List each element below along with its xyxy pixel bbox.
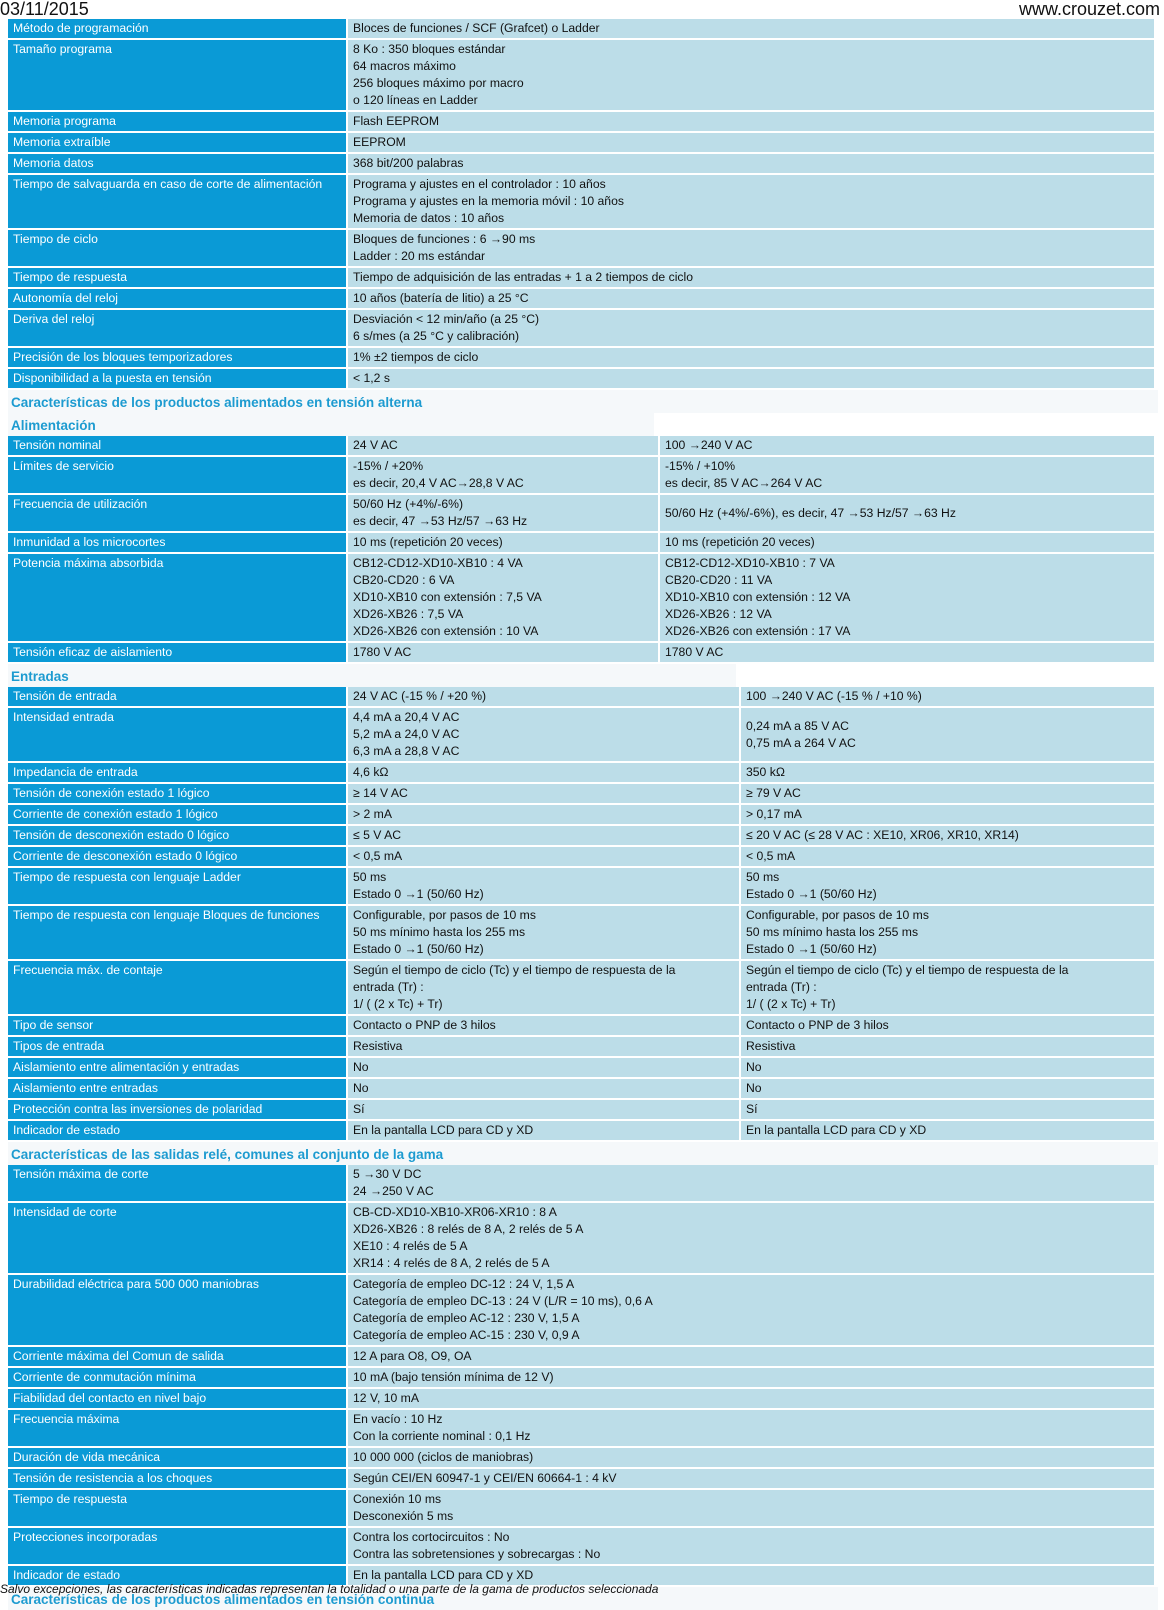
spec-value: 10 ms (repetición 20 veces)	[660, 533, 1154, 552]
spec-label: Tensión eficaz de aislamiento	[8, 643, 346, 662]
subsection-title-alimentacion: Alimentación	[8, 413, 654, 436]
spec-value: 50 ms Estado 0 →1 (50/60 Hz)	[348, 868, 739, 904]
spec-value: < 1,2 s	[348, 369, 1154, 388]
spec-row	[8, 554, 1154, 641]
spec-row	[8, 805, 1154, 824]
entradas-spec-table	[6, 685, 1156, 1142]
spec-value: Categoría de empleo DC-12 : 24 V, 1,5 A Categoría de empleo DC-13 : 24 V (L/R = 10 ms), 0,6 A Categoría de empleo AC-12 : 230 V, 1,5 A Categoría de empleo AC-15 : 230 V, 0,9 A	[348, 1275, 1154, 1345]
spec-row	[8, 1079, 1154, 1098]
spec-row	[8, 1469, 1154, 1488]
spec-label: Memoria extraíble	[8, 133, 346, 152]
spec-value: En la pantalla LCD para CD y XD	[348, 1566, 1154, 1585]
spec-value: < 0,5 mA	[348, 847, 739, 866]
spec-row	[8, 112, 1154, 131]
spec-value: 24 V AC (-15 % / +20 %)	[348, 687, 739, 706]
spec-label: Intensidad entrada	[8, 708, 346, 761]
spec-value: En la pantalla LCD para CD y XD	[348, 1121, 739, 1140]
spec-value: No	[348, 1058, 739, 1077]
spec-label: Tiempo de respuesta	[8, 1490, 346, 1526]
spec-label: Frecuencia de utilización	[8, 495, 346, 531]
spec-label: Tiempo de salvaguarda en caso de corte de alimentación	[8, 175, 346, 228]
spec-value: Según CEI/EN 60947-1 y CEI/EN 60664-1 : 4 kV	[348, 1469, 1154, 1488]
spec-value: 50 ms Estado 0 →1 (50/60 Hz)	[741, 868, 1154, 904]
spec-value: 0,24 mA a 85 V AC 0,75 mA a 264 V AC	[741, 708, 1154, 761]
spec-value: Programa y ajustes en el controlador : 10 años Programa y ajustes en la memoria móvil : 10 años Memoria de datos : 10 años	[348, 175, 1154, 228]
spec-row	[8, 533, 1154, 552]
spec-label: Intensidad de corte	[8, 1203, 346, 1273]
spec-value: Flash EEPROM	[348, 112, 1154, 131]
spec-label: Método de programación	[8, 19, 346, 38]
spec-row	[8, 708, 1154, 761]
spec-value: Bloques de funciones : 6 →90 ms Ladder : 20 ms estándar	[348, 230, 1154, 266]
spec-label: Inmunidad a los microcortes	[8, 533, 346, 552]
spec-row	[8, 495, 1154, 531]
spec-value: Según el tiempo de ciclo (Tc) y el tiempo de respuesta de la entrada (Tr) : 1/ ( (2 x Tc) + Tr)	[741, 961, 1154, 1014]
spec-row	[8, 643, 1154, 662]
section-title-ac: Características de los productos alimentados en tensión alterna	[8, 390, 1158, 413]
spec-value: EEPROM	[348, 133, 1154, 152]
spec-value: 350 kΩ	[741, 763, 1154, 782]
spec-value: Contra los cortocircuitos : No Contra las sobretensiones y sobrecargas : No	[348, 1528, 1154, 1564]
spec-value: > 0,17 mA	[741, 805, 1154, 824]
spec-row	[8, 369, 1154, 388]
spec-value: Contacto o PNP de 3 hilos	[348, 1016, 739, 1035]
spec-row	[8, 230, 1154, 266]
subsection-title-entradas: Entradas	[8, 664, 736, 687]
spec-row	[8, 1410, 1154, 1446]
spec-value: CB-CD-XD10-XB10-XR06-XR10 : 8 A XD26-XB26 : 8 relés de 8 A, 2 relés de 5 A XE10 : 4 relés de 5 A XR14 : 4 relés de 8 A, 2 relés de 5 A	[348, 1203, 1154, 1273]
spec-row	[8, 961, 1154, 1014]
spec-value: En la pantalla LCD para CD y XD	[741, 1121, 1154, 1140]
spec-value: Configurable, por pasos de 10 ms 50 ms mínimo hasta los 255 ms Estado 0 →1 (50/60 Hz)	[348, 906, 739, 959]
spec-label: Tiempo de ciclo	[8, 230, 346, 266]
spec-row	[8, 1058, 1154, 1077]
spec-value: Sí	[348, 1100, 739, 1119]
spec-label: Disponibilidad a la puesta en tensión	[8, 369, 346, 388]
spec-value: Contacto o PNP de 3 hilos	[741, 1016, 1154, 1035]
spec-row	[8, 1275, 1154, 1345]
spec-row	[8, 348, 1154, 367]
spec-value: 1780 V AC	[660, 643, 1154, 662]
spec-label: Durabilidad eléctrica para 500 000 maniobras	[8, 1275, 346, 1345]
spec-value: 1780 V AC	[348, 643, 658, 662]
spec-row	[8, 154, 1154, 173]
spec-label: Límites de servicio	[8, 457, 346, 493]
spec-value: CB12-CD12-XD10-XB10 : 4 VA CB20-CD20 : 6 VA XD10-XB10 con extensión : 7,5 VA XD26-XB26 : 7,5 VA XD26-XB26 con extensión : 10 VA	[348, 554, 658, 641]
spec-row	[8, 1368, 1154, 1387]
spec-row	[8, 847, 1154, 866]
spec-value: No	[348, 1079, 739, 1098]
spec-value: 12 A para O8, O9, OA	[348, 1347, 1154, 1366]
spec-value: En vacío : 10 Hz Con la corriente nominal : 0,1 Hz	[348, 1410, 1154, 1446]
spec-label: Deriva del reloj	[8, 310, 346, 346]
spec-label: Aislamiento entre entradas	[8, 1079, 346, 1098]
spec-label: Corriente de conmutación mínima	[8, 1368, 346, 1387]
spec-label: Tipos de entrada	[8, 1037, 346, 1056]
relay-spec-table	[6, 1163, 1156, 1587]
spec-value: No	[741, 1079, 1154, 1098]
spec-label: Protecciones incorporadas	[8, 1528, 346, 1564]
entradas-spec-rows	[8, 687, 1154, 1140]
spec-row	[8, 826, 1154, 845]
spec-value: ≥ 79 V AC	[741, 784, 1154, 803]
spec-value: Conexión 10 ms Desconexión 5 ms	[348, 1490, 1154, 1526]
section-title-relay: Características de las salidas relé, comunes al conjunto de la gama	[8, 1142, 1158, 1165]
spec-value: ≤ 5 V AC	[348, 826, 739, 845]
site-url[interactable]: www.crouzet.com	[1018, 0, 1160, 19]
spec-row	[8, 268, 1154, 287]
general-spec-table	[6, 17, 1156, 390]
spec-label: Tensión máxima de corte	[8, 1165, 346, 1201]
spec-value: 4,6 kΩ	[348, 763, 739, 782]
spec-row	[8, 457, 1154, 493]
spec-row	[8, 687, 1154, 706]
spec-row	[8, 40, 1154, 110]
spec-value: 10 años (batería de litio) a 25 °C	[348, 289, 1154, 308]
spec-value: 10 ms (repetición 20 veces)	[348, 533, 658, 552]
alimentacion-spec-rows	[8, 436, 1154, 662]
spec-label: Tensión de desconexión estado 0 lógico	[8, 826, 346, 845]
spec-label: Impedancia de entrada	[8, 763, 346, 782]
spec-label: Fiabilidad del contacto en nivel bajo	[8, 1389, 346, 1408]
spec-value: 12 V, 10 mA	[348, 1389, 1154, 1408]
relay-spec-rows	[8, 1165, 1154, 1585]
spec-value: 10 000 000 (ciclos de maniobras)	[348, 1448, 1154, 1467]
spec-label: Corriente máxima del Comun de salida	[8, 1347, 346, 1366]
spec-row	[8, 1016, 1154, 1035]
spec-value: 1% ±2 tiempos de ciclo	[348, 348, 1154, 367]
spec-value: Resistiva	[741, 1037, 1154, 1056]
spec-value: 5 →30 V DC 24 →250 V AC	[348, 1165, 1154, 1201]
spec-label: Tensión de conexión estado 1 lógico	[8, 784, 346, 803]
spec-row	[8, 1100, 1154, 1119]
spec-label: Protección contra las inversiones de polaridad	[8, 1100, 346, 1119]
footnote: Salvo excepciones, las características indicadas representan la totalidad o una parte de la gama de productos seleccionada	[0, 1582, 659, 1596]
spec-label: Indicador de estado	[8, 1566, 346, 1585]
spec-label: Tiempo de respuesta con lenguaje Ladder	[8, 868, 346, 904]
spec-label: Tensión de entrada	[8, 687, 346, 706]
section-title-dc: Características de los productos alimentados en tensión continua	[8, 1587, 1158, 1610]
spec-value: 24 V AC	[348, 436, 658, 455]
spec-row	[8, 1448, 1154, 1467]
spec-value: < 0,5 mA	[741, 847, 1154, 866]
spec-label: Corriente de desconexión estado 0 lógico	[8, 847, 346, 866]
spec-value: Según el tiempo de ciclo (Tc) y el tiempo de respuesta de la entrada (Tr) : 1/ ( (2 x Tc) + Tr)	[348, 961, 739, 1014]
spec-row	[8, 1389, 1154, 1408]
spec-content	[0, 17, 1164, 1610]
spec-row	[8, 310, 1154, 346]
spec-row	[8, 868, 1154, 904]
spec-label: Autonomía del reloj	[8, 289, 346, 308]
spec-label: Precisión de los bloques temporizadores	[8, 348, 346, 367]
spec-label: Frecuencia máxima	[8, 1410, 346, 1446]
spec-label: Tiempo de respuesta con lenguaje Bloques de funciones	[8, 906, 346, 959]
spec-row	[8, 1347, 1154, 1366]
spec-value: CB12-CD12-XD10-XB10 : 7 VA CB20-CD20 : 11 VA XD10-XB10 con extensión : 12 VA XD26-XB26 : 12 VA XD26-XB26 con extensión : 17 VA	[660, 554, 1154, 641]
spec-row	[8, 763, 1154, 782]
spec-value: 8 Ko : 350 bloques estándar 64 macros máximo 256 bloques máximo por macro o 120 líneas en Ladder	[348, 40, 1154, 110]
spec-value: 100 →240 V AC (-15 % / +10 %)	[741, 687, 1154, 706]
spec-row	[8, 1490, 1154, 1526]
spec-value: Resistiva	[348, 1037, 739, 1056]
spec-row	[8, 1121, 1154, 1140]
spec-value: -15% / +10% es decir, 85 V AC→264 V AC	[660, 457, 1154, 493]
spec-row	[8, 1037, 1154, 1056]
spec-value: 368 bit/200 palabras	[348, 154, 1154, 173]
spec-value: Bloces de funciones / SCF (Grafcet) o Ladder	[348, 19, 1154, 38]
print-date: 03/11/2015	[0, 0, 89, 19]
spec-row	[8, 19, 1154, 38]
spec-label: Memoria programa	[8, 112, 346, 131]
spec-label: Frecuencia máx. de contaje	[8, 961, 346, 1014]
spec-row	[8, 436, 1154, 455]
spec-label: Aislamiento entre alimentación y entradas	[8, 1058, 346, 1077]
spec-value: Desviación < 12 min/año (a 25 °C) 6 s/mes (a 25 °C y calibración)	[348, 310, 1154, 346]
spec-row	[8, 1165, 1154, 1201]
spec-value: 4,4 mA a 20,4 V AC 5,2 mA a 24,0 V AC 6,3 mA a 28,8 V AC	[348, 708, 739, 761]
spec-label: Tipo de sensor	[8, 1016, 346, 1035]
spec-label: Corriente de conexión estado 1 lógico	[8, 805, 346, 824]
general-spec-rows	[8, 19, 1154, 388]
spec-value: > 2 mA	[348, 805, 739, 824]
spec-label: Potencia máxima absorbida	[8, 554, 346, 641]
spec-row	[8, 1203, 1154, 1273]
spec-value: Sí	[741, 1100, 1154, 1119]
spec-value: 50/60 Hz (+4%/-6%), es decir, 47 →53 Hz/57 →63 Hz	[660, 495, 1154, 531]
spec-label: Indicador de estado	[8, 1121, 346, 1140]
spec-value: No	[741, 1058, 1154, 1077]
spec-row	[8, 906, 1154, 959]
spec-value: ≤ 20 V AC (≤ 28 V AC : XE10, XR06, XR10, XR14)	[741, 826, 1154, 845]
spec-row	[8, 175, 1154, 228]
spec-label: Memoria datos	[8, 154, 346, 173]
spec-value: -15% / +20% es decir, 20,4 V AC→28,8 V AC	[348, 457, 658, 493]
spec-value: 50/60 Hz (+4%/-6%) es decir, 47 →53 Hz/57 →63 Hz	[348, 495, 658, 531]
spec-value: Configurable, por pasos de 10 ms 50 ms mínimo hasta los 255 ms Estado 0 →1 (50/60 Hz)	[741, 906, 1154, 959]
spec-label: Tensión nominal	[8, 436, 346, 455]
spec-label: Tiempo de respuesta	[8, 268, 346, 287]
spec-label: Tensión de resistencia a los choques	[8, 1469, 346, 1488]
spec-row	[8, 289, 1154, 308]
spec-value: 10 mA (bajo tensión mínima de 12 V)	[348, 1368, 1154, 1387]
spec-label: Tamaño programa	[8, 40, 346, 110]
alimentacion-spec-table	[6, 434, 1156, 664]
spec-label: Duración de vida mecánica	[8, 1448, 346, 1467]
spec-row	[8, 784, 1154, 803]
spec-row	[8, 1528, 1154, 1564]
spec-value: 100 →240 V AC	[660, 436, 1154, 455]
spec-value: Tiempo de adquisición de las entradas + 1 a 2 tiempos de ciclo	[348, 268, 1154, 287]
spec-row	[8, 133, 1154, 152]
spec-value: ≥ 14 V AC	[348, 784, 739, 803]
